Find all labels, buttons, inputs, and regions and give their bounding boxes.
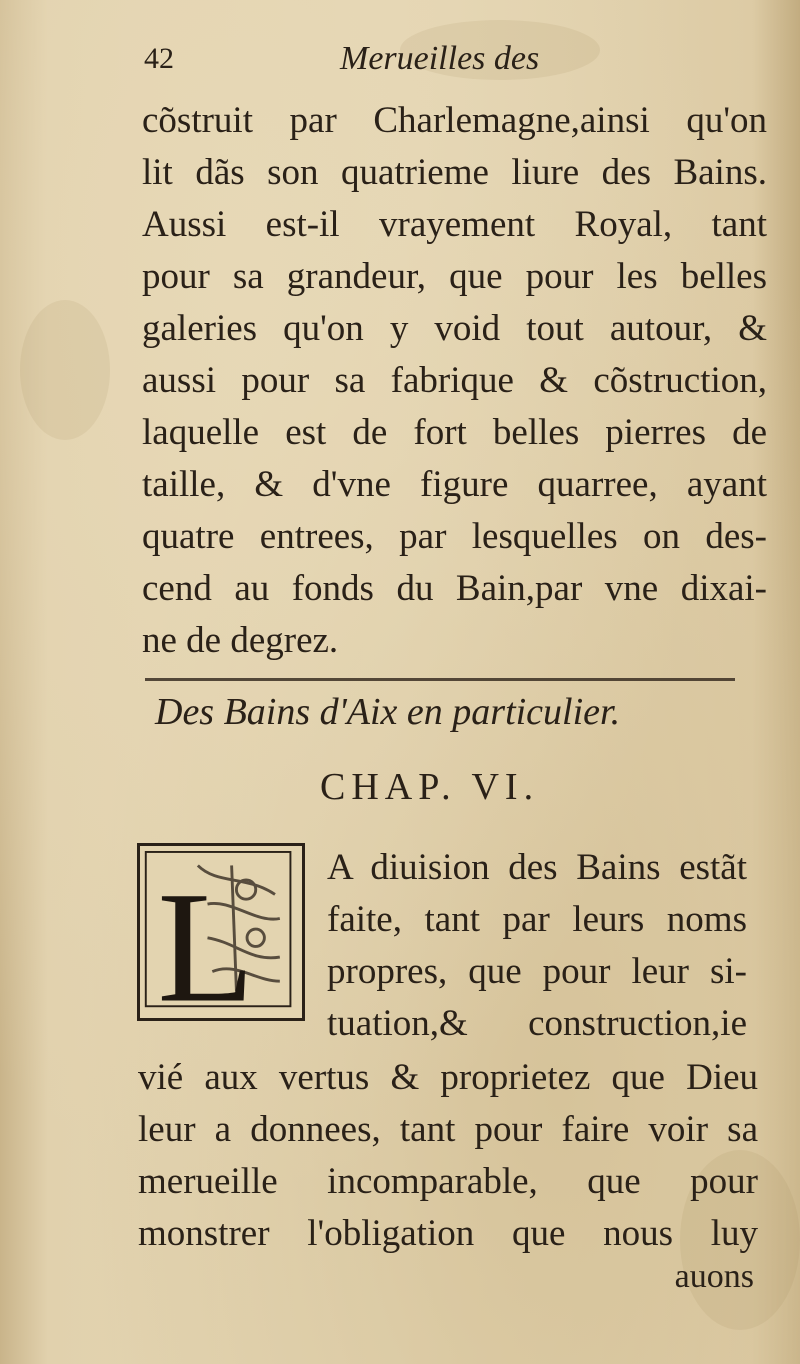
text-line: merueille incomparable, que pour bbox=[138, 1161, 758, 1202]
text-line: faite, tant par leurs noms bbox=[327, 899, 747, 940]
paper-stain bbox=[20, 300, 110, 440]
text-line: laquelle est de fort belles pierres de bbox=[142, 412, 767, 453]
running-title: Merueilles des bbox=[340, 40, 540, 77]
section-divider bbox=[145, 678, 735, 681]
section-title: Des Bains d'Aix en particulier. bbox=[155, 691, 621, 733]
text-line: Aussi est-il vrayement Royal, tant bbox=[142, 204, 767, 245]
text-line: pour sa grandeur, que pour les belles bbox=[142, 256, 767, 297]
text-line: quatre entrees, par lesquelles on des- bbox=[142, 516, 767, 557]
body-text bbox=[142, 95, 767, 667]
chapter-heading: CHAP. VI. bbox=[320, 766, 540, 808]
text-line: ne de degrez. bbox=[142, 620, 339, 661]
text-line: A diuision des Bains estãt bbox=[327, 847, 747, 888]
text-line: aussi pour sa fabrique & cõstruction, bbox=[142, 360, 767, 401]
paragraph-indented bbox=[327, 842, 747, 1050]
paragraph-full bbox=[138, 1052, 758, 1260]
catchword: auons bbox=[674, 1258, 754, 1295]
page-number: 42 bbox=[144, 42, 174, 75]
text-line: vié aux vertus & proprietez que Dieu bbox=[138, 1057, 758, 1098]
text-line: leur a donnees, tant pour faire voir sa bbox=[138, 1109, 758, 1150]
initial-letter: L bbox=[157, 859, 255, 1018]
text-line: tuation,& construction,ie bbox=[327, 1003, 747, 1044]
text-line: cend au fonds du Bain,par vne dixai- bbox=[142, 568, 767, 609]
text-line: cõstruit par Charlemagne,ainsi qu'on bbox=[142, 100, 767, 141]
text-line: taille, & d'vne figure quarree, ayant bbox=[142, 464, 767, 505]
text-line: monstrer l'obligation que nous luy bbox=[138, 1213, 758, 1254]
page-header bbox=[140, 40, 760, 90]
decorated-initial-icon bbox=[137, 843, 305, 1021]
text-line: lit dãs son quatrieme liure des Bains. bbox=[142, 152, 767, 193]
text-line: propres, que pour leur si- bbox=[327, 951, 747, 992]
text-line: galeries qu'on y void tout autour, & bbox=[142, 308, 767, 349]
